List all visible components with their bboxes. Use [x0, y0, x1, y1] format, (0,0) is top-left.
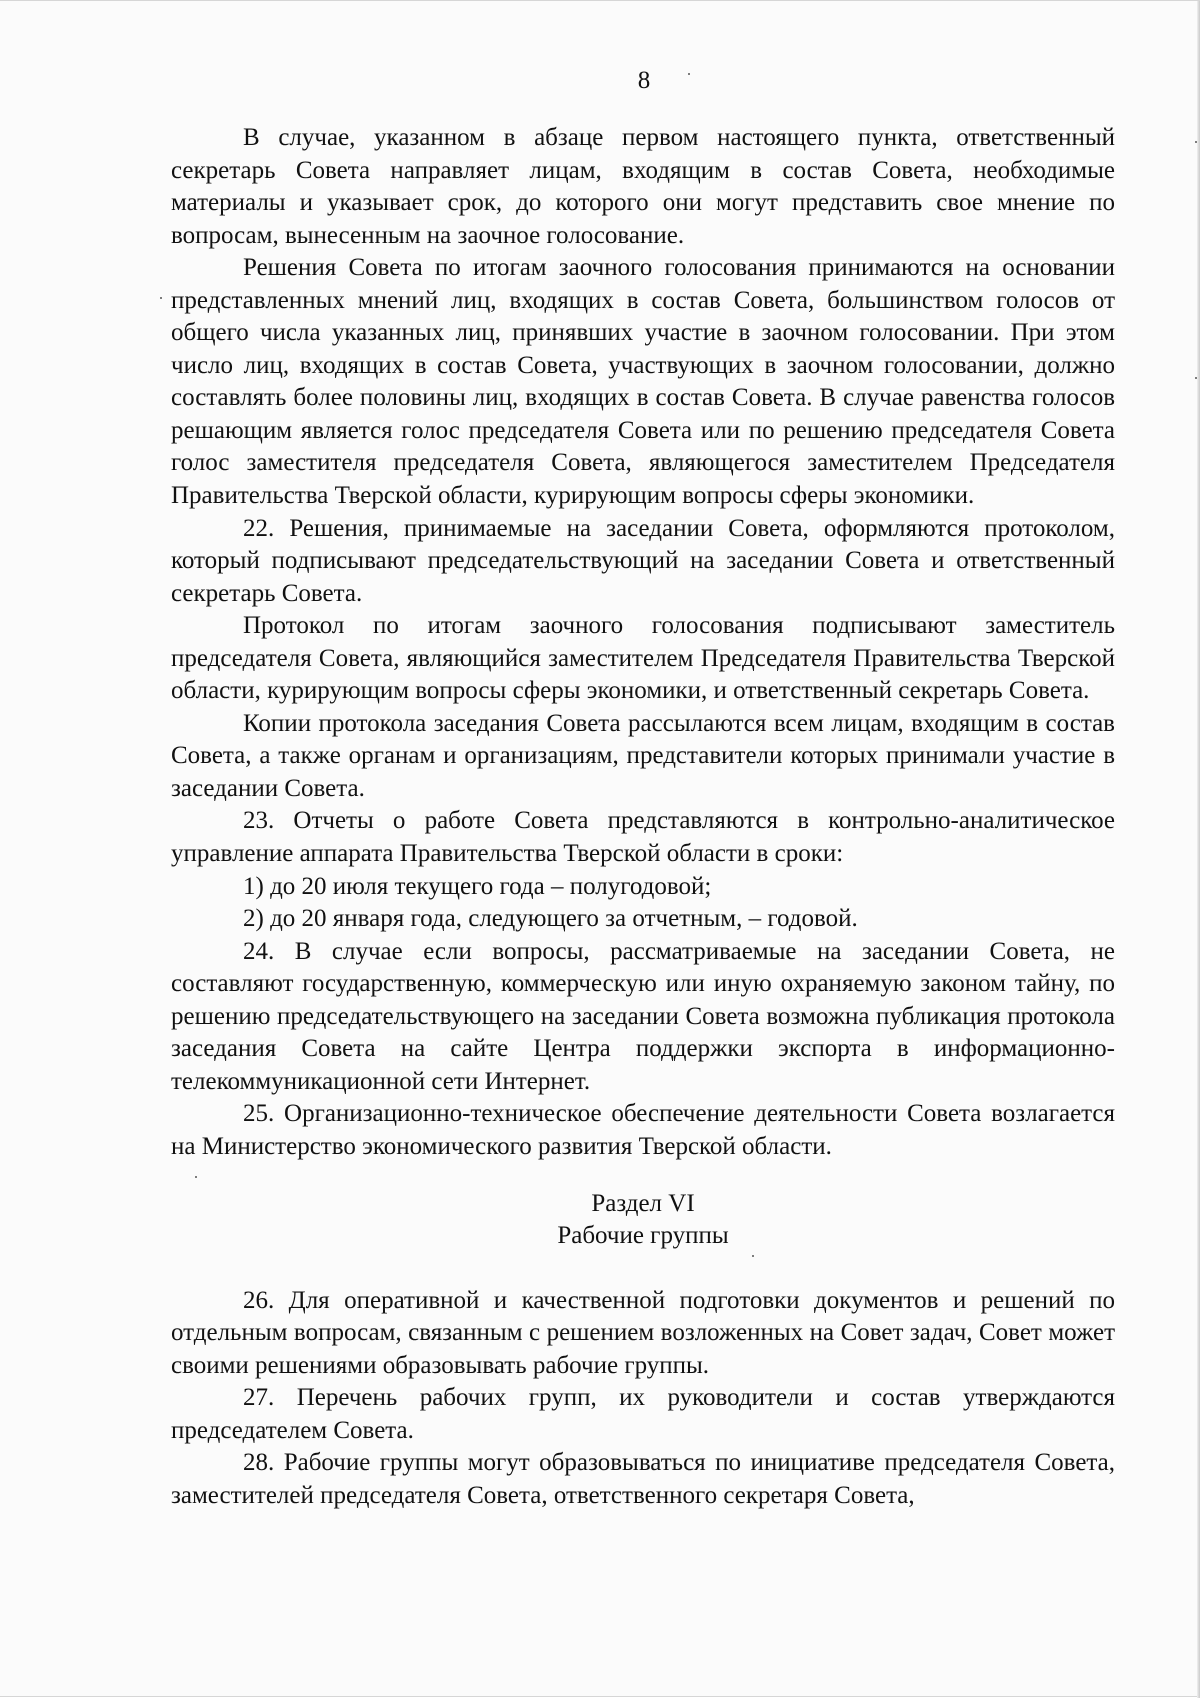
scan-speck: [1195, 377, 1197, 379]
paragraph-item-27: 27. Перечень рабочих групп, их руководители и состав утверждаются председателем Совета.: [171, 1384, 1115, 1444]
section-heading: [171, 1188, 1115, 1253]
page-number: 8: [637, 67, 651, 94]
paragraph: Протокол по итогам заочного голосования подписывают заместитель председателя Совета, являющийся заместителем Председателя Правительства Тверской области, курирующим вопросы сферы экономики, и ответственный секретарь Совета.: [171, 612, 1115, 705]
paragraph-item-22: 22. Решения, принимаемые на заседании Совета, оформляются протоколом, который подписывают председательствующий на заседании Совета и ответственный секретарь Совета.: [171, 514, 1115, 607]
scan-speck: [752, 1255, 754, 1257]
scan-speck: [1195, 141, 1197, 143]
paragraph-item-23: 23. Отчеты о работе Совета представляются в контрольно-аналитическое управление аппарата Правительства Тверской области в сроки:: [171, 807, 1115, 868]
scan-speck: [688, 73, 690, 75]
list-item: 2) до 20 января года, следующего за отчетным, – годовой.: [243, 905, 858, 933]
section-number: Раздел VI: [591, 1189, 695, 1217]
paragraph-item-26: 26. Для оперативной и качественной подготовки документов и решений по отдельным вопросам, связанным с решением возложенных на Совет задач, Совет может своими решениями образовывать рабочие группы.: [171, 1286, 1115, 1379]
list-item: 1) до 20 июля текущего года – полугодовой;: [243, 872, 712, 900]
paragraph: В случае, указанном в абзаце первом настоящего пункта, ответственный секретарь Совета направляет лицам, входящим в состав Совета, необходимые материалы и указывает срок, до которого они могут представить свое мнение по вопросам, вынесенным на заочное голосование.: [171, 124, 1115, 249]
paragraph-item-24: 24. В случае если вопросы, рассматриваемые на заседании Совета, не составляют государственную, коммерческую или иную охраняемую законом тайну, по решению председательствующего на заседании Совета возможна публикация протокола заседания Совета на сайте Центра поддержки экспорта в информационно-телекоммуникационной сети Интернет.: [171, 937, 1115, 1095]
section-title: Рабочие группы: [557, 1222, 729, 1250]
scan-speck: [160, 297, 162, 299]
scan-speck: [195, 1176, 197, 1178]
paragraph-item-28: 28. Рабочие группы могут образовываться по инициативе председателя Совета, заместителей председателя Совета, ответственного секретаря Совета,: [171, 1449, 1115, 1509]
paragraph-item-25: 25. Организационно-техническое обеспечение деятельности Совета возлагается на Министерство экономического развития Тверской области.: [171, 1100, 1115, 1160]
paragraph: Копии протокола заседания Совета рассылаются всем лицам, входящим в состав Совета, а также органам и организациям, представители которых принимали участие в заседании Совета.: [171, 709, 1115, 802]
document-body: [171, 122, 1115, 1512]
paragraph: Решения Совета по итогам заочного голосования принимаются на основании представленных мнений лиц, входящих в состав Совета, большинством голосов от общего числа указанных лиц, принявших участие в заочном голосовании. При этом число лиц, входящих в состав Совета, участвующих в заочном голосовании, должно составлять более половины лиц, входящих в состав Совета. В случае равенства голосов решающим является голос председателя Совета или по решению председателя Совета голос заместителя председателя Совета, являющегося заместителем Председателя Правительства Тверской области, курирующим вопросы сферы экономики.: [171, 254, 1115, 510]
